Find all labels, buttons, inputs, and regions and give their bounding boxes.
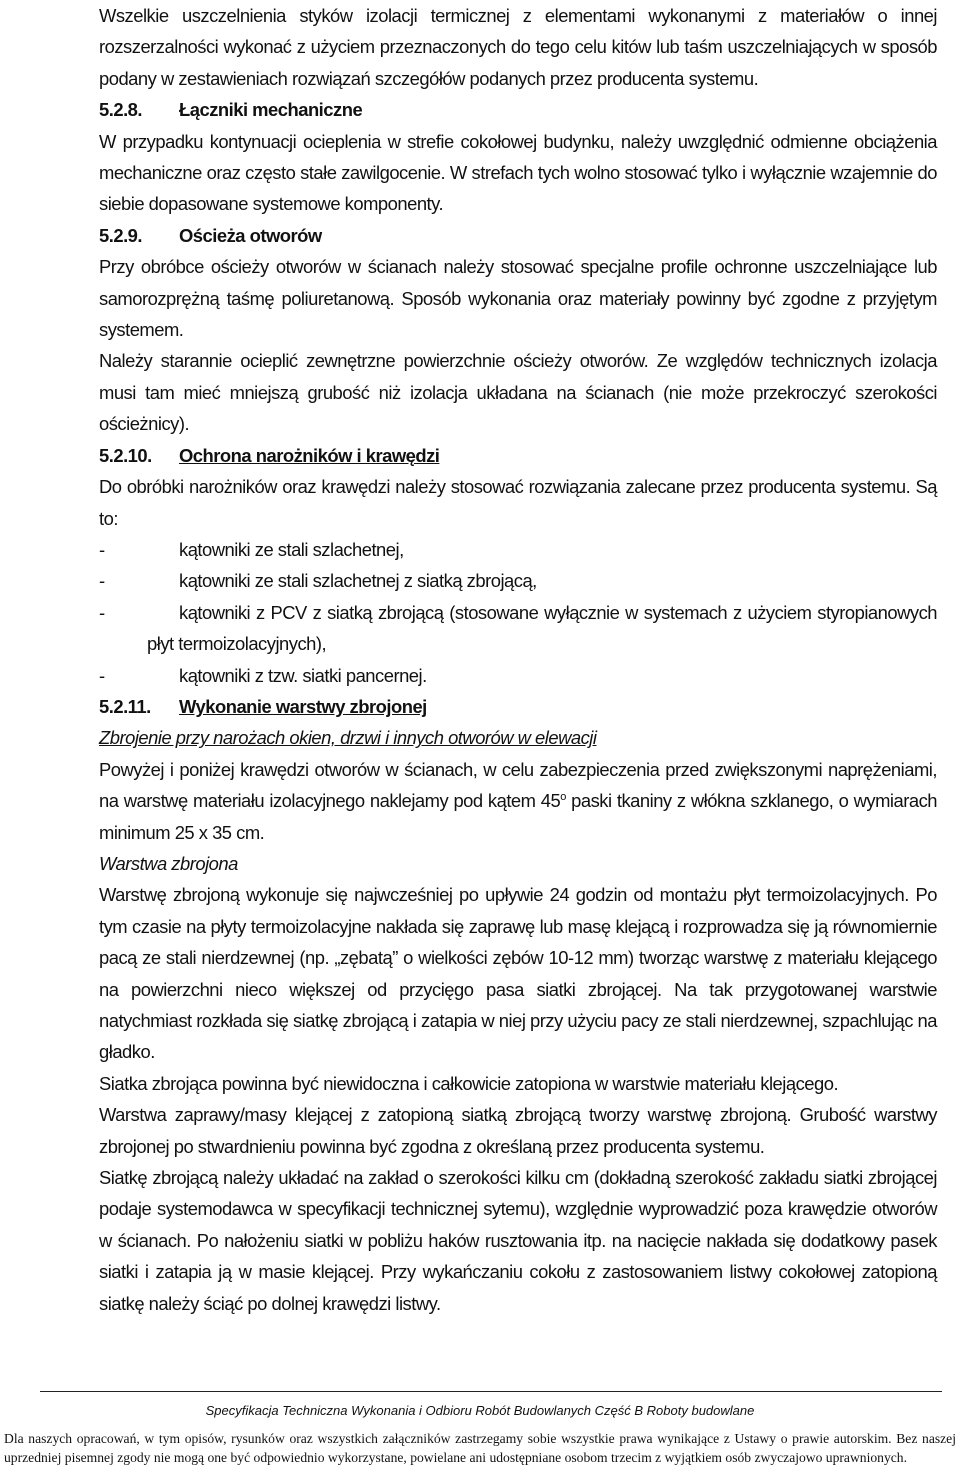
list-item: - kątowniki ze stali szlachetnej, — [99, 538, 404, 560]
section-5-2-8-paragraph: W przypadku kontynuacji ocieplenia w strefie cokołowej budynku, należy uwzględnić odmienne obciążenia mechaniczne oraz często stałe zawilgocenie. W strefach tych wolno stosować tylko i wyłącznie wzajemnie do siebie dopasowane systemowe komponenty. — [99, 130, 937, 215]
subheading-corner-reinforcement: Zbrojenie przy narożach okien, drzwi i innych otworów w elewacji — [99, 727, 597, 749]
section-5-2-9-heading — [99, 220, 937, 251]
footer-title: Specyfikacja Techniczna Wykonania i Odbioru Robót Budowlanych Część B Roboty budowlane — [205, 1403, 755, 1418]
footer-divider — [40, 1391, 942, 1392]
section-5-2-11-heading — [99, 691, 937, 722]
section-title: Ościeża otworów — [179, 224, 322, 246]
list-item: - kątowniki ze stali szlachetnej z siatką zbrojącą, — [99, 570, 537, 592]
section-5-2-9-paragraph-2: Należy starannie ocieplić zewnętrzne powierzchnie ościeży otworów. Ze względów technicznych izolacja musi tam mieć mniejszą grubość niż izolacja układana na ścianach (nie może przekroczyć szerokości ościeżnicy). — [99, 350, 937, 435]
section-5-2-8-heading — [99, 94, 937, 125]
section-5-2-10-paragraph: Do obróbki narożników oraz krawędzi należy stosować rozwiązania zalecane przez producenta systemu. Są to: — [99, 476, 937, 529]
section-5-2-11-paragraph-4: Warstwa zaprawy/masy klejącej z zatopioną siatką zbrojącą tworzy warstwę zbrojoną. Grubość warstwy zbrojonej po stwardnieniu powinna być zgodna z określaną przez producenta systemu. — [99, 1104, 937, 1157]
section-5-2-11-paragraph-1: Powyżej i poniżej krawędzi otworów w ścianach, w celu zabezpieczenia przed zwiększonymi naprężeniami, na warstwę materiału izolacyjnego naklejamy pod kątem 45$^o$ paski tkaniny z włókna szklanego, o wymiarach minimum 25 x 35 cm. — [99, 758, 937, 843]
section-title: Ochrona narożników i krawędzi — [179, 444, 440, 466]
section-5-2-10-heading — [99, 440, 937, 471]
section-5-2-9-paragraph-1: Przy obróbce ościeży otworów w ścianach należy stosować specjalne profile ochronne uszczelniające lub samorozprężną taśmę poliuretanową. Sposób wykonania oraz materiały powinny być zgodne z przyjętym systemem. — [99, 256, 937, 341]
subheading-reinforced-layer: Warstwa zbrojona — [99, 852, 238, 874]
section-title: Wykonanie warstwy zbrojonej — [179, 695, 427, 717]
section-title: Łączniki mechaniczne — [179, 99, 363, 121]
corner-protection-list — [99, 534, 937, 691]
intro-paragraph: Wszelkie uszczelnienia styków izolacji termicznej z elementami wykonanymi z materiałów o innej rozszerzalności wykonać z użyciem przeznaczonych do tego celu kitów lub taśm uszczelniających w sposób podany w zestawieniach rozwiązań szczegółów podanych przez producenta systemu. — [99, 5, 937, 89]
section-5-2-11-paragraph-3: Siatka zbrojąca powinna być niewidoczna i całkowicie zatopiona w warstwie materiału klejącego. — [99, 1072, 839, 1094]
section-5-2-11-paragraph-5: Siatkę zbrojącą należy układać na zakład o szerokości kilku cm (dokładną szerokość zakładu siatki zbrojącej podaje systemodawca w specyfikacji technicznej sytemu), względnie wyprowadzić poza krawędzie otworów w ścianach. Po nałożeniu siatki w pobliżu haków rusztowania itp. na nacięcie nakłada się dodatkowy pasek siatki i zatapia ją w masie klejącej. Przy wykańczaniu cokołu z zastosowaniem listwy cokołowej zatopioną siatkę należy ściąć po dolnej krawędzi listwy. — [99, 1167, 937, 1314]
section-number: 5.2.8. — [99, 99, 143, 121]
document-body — [99, 0, 937, 1319]
list-item: - kątowniki z PCV z siatką zbrojącą (stosowane wyłącznie w systemach z użyciem styropianowych płyt termoizolacyjnych), — [99, 601, 937, 655]
section-number: 5.2.9. — [99, 224, 143, 246]
list-item: - kątowniki z tzw. siatki pancernej. — [99, 664, 427, 686]
copyright-notice: Dla naszych opracowań, w tym opisów, rysunków oraz wszystkich załączników zastrzegamy sobie wszystkie prawa wynikające z Ustawy o prawie autorskim. Bez naszej uprzedniej pisemnej zgody nie mogą one być odpowiednio wykorzystane, powielane ani udostępniane osobom trzecim z wyjątkiem osób zwyczajowo uprawnionych. — [4, 1431, 956, 1465]
section-number: 5.2.11. — [99, 695, 151, 717]
section-5-2-11-paragraph-2: Warstwę zbrojoną wykonuje się najwcześniej po upływie 24 godzin od montażu płyt termoizolacyjnych. Po tym czasie na płyty termoizolacyjne nakłada się zaprawę lub masę klejącą i rozprowadza się ją równomiernie pacą ze stali nierdzewnej (np. „zębatą” o wielkości zębów 10-12 mm) tworząc warstwę z materiału klejącego na powierzchni nieco większej od przycięgo pasa siatki zbrojącej. Na tak przygotowanej warstwie natychmiast rozkłada się siatkę zbrojącą i zatapia w niej przy użyciu pacy ze stali nierdzewnej, szpachlując na gładko. — [99, 884, 937, 1063]
section-number: 5.2.10. — [99, 444, 152, 466]
